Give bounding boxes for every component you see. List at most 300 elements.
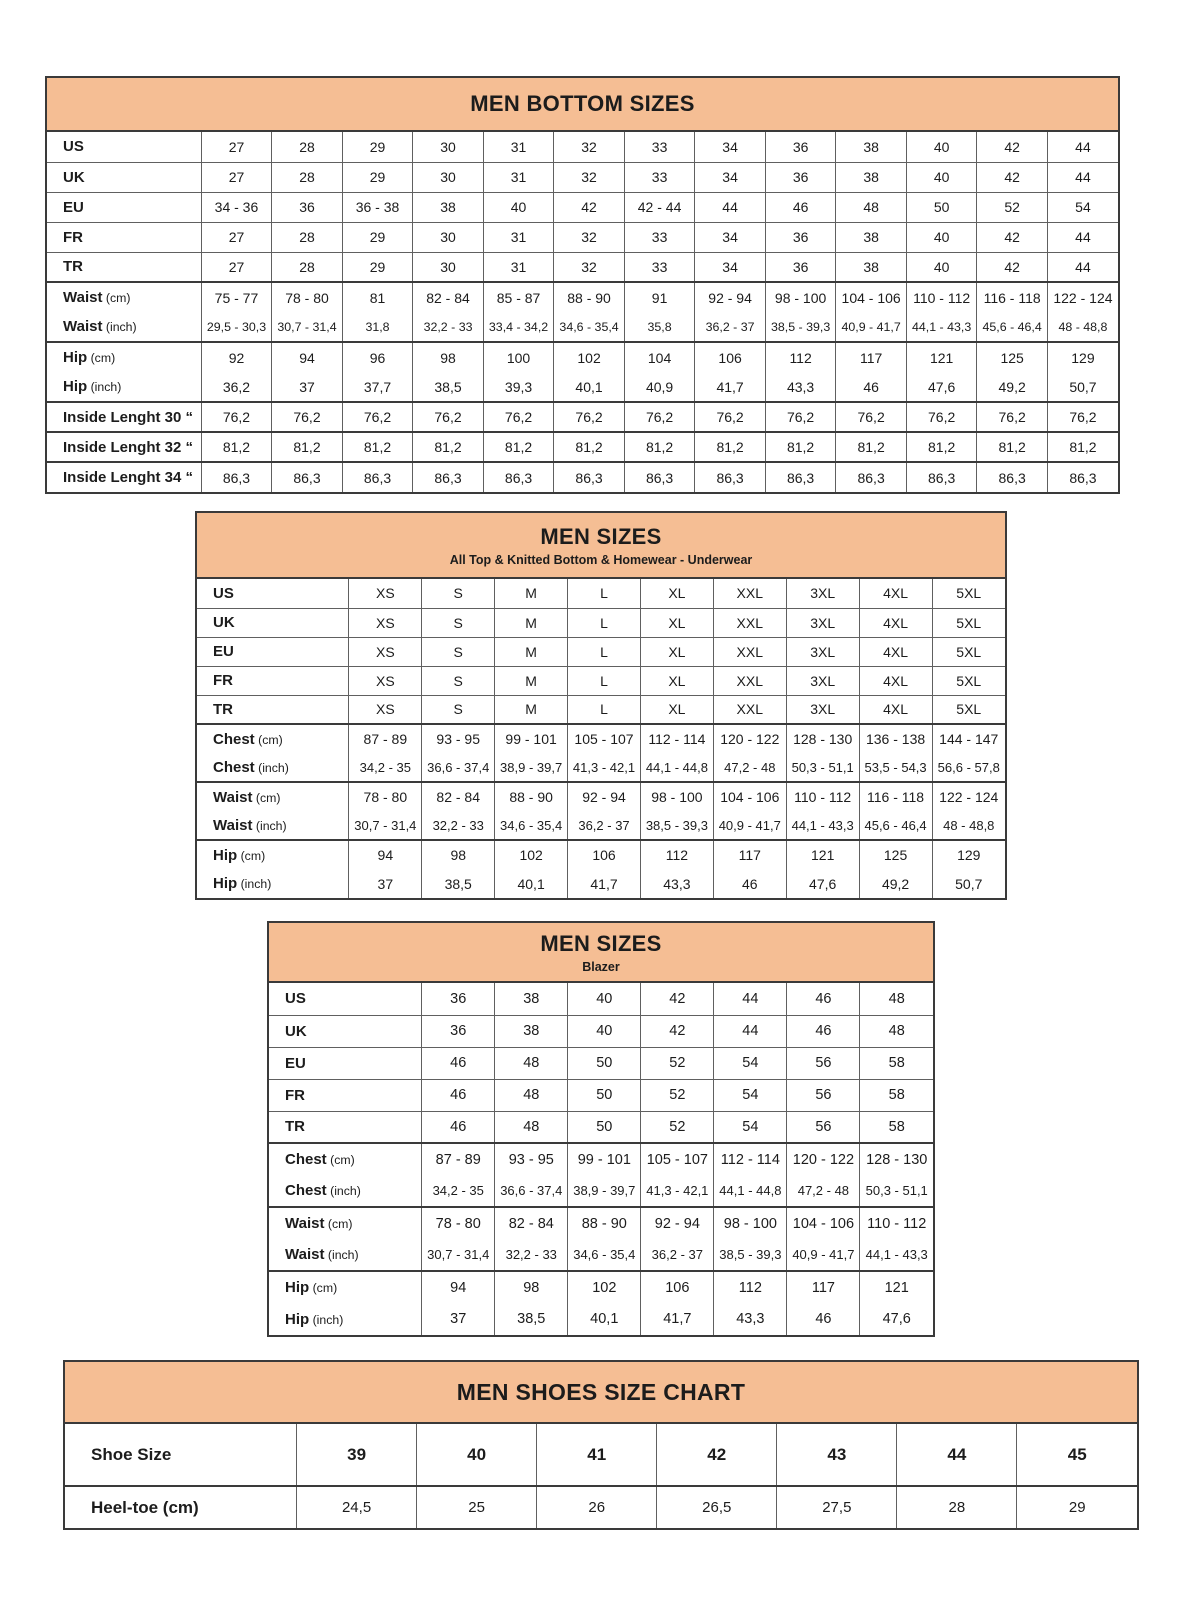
size-cell: XL [640, 637, 713, 666]
size-cell: 81 [342, 282, 413, 312]
size-cell: 121 [906, 342, 977, 372]
size-cell: 40 [568, 983, 641, 1015]
size-cell: 28 [272, 162, 343, 192]
size-cell: 40 [906, 162, 977, 192]
size-cell: 41,7 [568, 869, 641, 898]
size-cell: 5XL [932, 666, 1005, 695]
size-cell: 117 [836, 342, 907, 372]
table-row [47, 342, 1118, 372]
size-cell: 116 - 118 [859, 782, 932, 811]
size-cell: 44,1 - 43,3 [860, 1239, 933, 1271]
size-cell: 38 [836, 222, 907, 252]
size-cell: 43,3 [765, 372, 836, 402]
size-cell: 76,2 [342, 402, 413, 432]
size-cell: 58 [860, 1047, 933, 1079]
size-grid [197, 579, 1005, 898]
size-cell: 53,5 - 54,3 [859, 753, 932, 782]
size-cell: 86,3 [906, 462, 977, 492]
size-cell: L [568, 695, 641, 724]
size-cell: 37 [272, 372, 343, 402]
size-cell: 33 [624, 162, 695, 192]
size-cell: 76,2 [413, 402, 484, 432]
size-cell: 3XL [786, 608, 859, 637]
size-cell: 81,2 [1047, 432, 1118, 462]
size-cell: 44 [714, 1015, 787, 1047]
size-cell: 32 [554, 252, 625, 282]
size-cell: 76,2 [1047, 402, 1118, 432]
row-label: Inside Lenght 32 “ [47, 432, 201, 462]
size-cell: 110 - 112 [860, 1207, 933, 1239]
size-cell: 128 - 130 [860, 1143, 933, 1175]
size-cell: 40 [417, 1424, 537, 1486]
size-cell: 76,2 [836, 402, 907, 432]
size-cell: 78 - 80 [422, 1207, 495, 1239]
row-label: US [63, 138, 84, 156]
size-cell: M [495, 608, 568, 637]
size-cell: XS [349, 637, 422, 666]
size-cell: 46 [422, 1079, 495, 1111]
table-row [197, 840, 1005, 869]
size-cell: 128 - 130 [786, 724, 859, 753]
size-cell: 104 - 106 [713, 782, 786, 811]
size-cell: 4XL [859, 666, 932, 695]
size-cell: 56 [787, 1079, 860, 1111]
size-cell: 81,2 [836, 432, 907, 462]
table-row [47, 402, 1118, 432]
size-cell: 42 [657, 1424, 777, 1486]
row-label: Waist (inch) [285, 1246, 359, 1263]
size-cell: 38,5 - 39,3 [714, 1239, 787, 1271]
size-cell: 34,6 - 35,4 [495, 811, 568, 840]
size-cell: 76,2 [906, 402, 977, 432]
size-cell: S [422, 608, 495, 637]
size-cell: M [495, 637, 568, 666]
table-row [197, 608, 1005, 637]
size-cell: XS [349, 666, 422, 695]
row-label: UK [197, 608, 349, 637]
size-cell: 36 [272, 192, 343, 222]
size-cell: 36 - 38 [342, 192, 413, 222]
size-cell: M [495, 579, 568, 608]
table-row [269, 1303, 933, 1335]
size-cell: 29 [342, 132, 413, 162]
size-cell: 93 - 95 [495, 1143, 568, 1175]
size-cell: 47,2 - 48 [713, 753, 786, 782]
size-cell: 122 - 124 [932, 782, 1005, 811]
size-cell: 44 [695, 192, 766, 222]
size-cell: XS [349, 608, 422, 637]
size-cell: 41,3 - 42,1 [641, 1175, 714, 1207]
size-cell: 105 - 107 [641, 1143, 714, 1175]
row-label: FR [269, 1079, 422, 1111]
size-cell: 76,2 [554, 402, 625, 432]
size-cell: 40 [906, 252, 977, 282]
size-cell: 136 - 138 [859, 724, 932, 753]
size-cell: 42 [977, 222, 1048, 252]
size-cell: 94 [272, 342, 343, 372]
size-cell: 32,2 - 33 [495, 1239, 568, 1271]
size-cell: 34,2 - 35 [349, 753, 422, 782]
size-cell: 30,7 - 31,4 [349, 811, 422, 840]
size-cell: 5XL [932, 695, 1005, 724]
size-cell: 76,2 [624, 402, 695, 432]
size-cell: 42 [977, 132, 1048, 162]
size-cell: 46 [422, 1047, 495, 1079]
size-cell: 81,2 [413, 432, 484, 462]
table-row [47, 432, 1118, 462]
size-cell: 30,7 - 31,4 [422, 1239, 495, 1271]
size-cell: 38 [495, 1015, 568, 1047]
size-cell: 44,1 - 43,3 [906, 312, 977, 342]
size-cell: 32 [554, 162, 625, 192]
row-label: TR [197, 695, 349, 724]
size-cell: 28 [897, 1486, 1017, 1528]
size-cell: 42 [977, 162, 1048, 192]
size-cell: 5XL [932, 637, 1005, 666]
row-label: FR [197, 666, 349, 695]
size-cell: 81,2 [695, 432, 766, 462]
size-cell: 44 [714, 983, 787, 1015]
size-cell: 58 [860, 1111, 933, 1143]
size-cell: 112 [765, 342, 836, 372]
size-cell: 86,3 [977, 462, 1048, 492]
size-cell: L [568, 608, 641, 637]
size-cell: 121 [860, 1271, 933, 1303]
size-cell: 32 [554, 222, 625, 252]
table-men-sizes-blazer [267, 921, 935, 1337]
size-cell: 44 [1047, 252, 1118, 282]
size-cell: 48 [860, 1015, 933, 1047]
size-cell: 36,6 - 37,4 [495, 1175, 568, 1207]
size-cell: 96 [342, 342, 413, 372]
size-cell: 100 [483, 342, 554, 372]
size-cell: 48 [495, 1079, 568, 1111]
size-cell: 45,6 - 46,4 [977, 312, 1048, 342]
size-cell: 40,9 - 41,7 [787, 1239, 860, 1271]
size-cell: 81,2 [201, 432, 272, 462]
size-cell: 38,5 [413, 372, 484, 402]
size-cell: 44 [1047, 132, 1118, 162]
size-cell: 76,2 [977, 402, 1048, 432]
size-cell: 92 - 94 [641, 1207, 714, 1239]
row-label: Inside Lenght 34 “ [47, 462, 201, 492]
table-row [269, 1111, 933, 1143]
size-cell: 76,2 [765, 402, 836, 432]
size-cell: L [568, 637, 641, 666]
size-cell: 46 [765, 192, 836, 222]
size-cell: 98 [422, 840, 495, 869]
size-cell: 3XL [786, 637, 859, 666]
size-cell: 34,2 - 35 [422, 1175, 495, 1207]
table-row [47, 372, 1118, 402]
size-cell: 45 [1017, 1424, 1137, 1486]
size-cell: 56 [787, 1047, 860, 1079]
size-cell: 86,3 [1047, 462, 1118, 492]
size-cell: 40 [483, 192, 554, 222]
size-cell: 44,1 - 44,8 [714, 1175, 787, 1207]
size-cell: 38 [836, 252, 907, 282]
size-cell: 52 [641, 1079, 714, 1111]
size-cell: 3XL [786, 579, 859, 608]
size-cell: 29,5 - 30,3 [201, 312, 272, 342]
size-cell: 48 [495, 1111, 568, 1143]
size-cell: 41,7 [695, 372, 766, 402]
size-cell: 3XL [786, 666, 859, 695]
table-men-bottom-sizes [45, 76, 1120, 494]
size-cell: 81,2 [483, 432, 554, 462]
size-cell: L [568, 579, 641, 608]
size-cell: XXL [713, 579, 786, 608]
size-cell: 93 - 95 [422, 724, 495, 753]
size-cell: 110 - 112 [786, 782, 859, 811]
size-cell: 26 [537, 1486, 657, 1528]
size-cell: 52 [641, 1047, 714, 1079]
size-cell: 37 [349, 869, 422, 898]
size-grid [47, 132, 1118, 492]
size-cell: S [422, 579, 495, 608]
size-cell: 48 - 48,8 [932, 811, 1005, 840]
size-cell: 30 [413, 162, 484, 192]
size-cell: 46 [422, 1111, 495, 1143]
size-cell: S [422, 637, 495, 666]
size-cell: XL [640, 666, 713, 695]
size-cell: 27,5 [777, 1486, 897, 1528]
size-cell: 94 [422, 1271, 495, 1303]
size-cell: 112 [714, 1271, 787, 1303]
size-cell: 86,3 [272, 462, 343, 492]
size-cell: 88 - 90 [495, 782, 568, 811]
table-row [47, 192, 1118, 222]
size-cell: 50,3 - 51,1 [860, 1175, 933, 1207]
table-row [197, 695, 1005, 724]
size-cell: 86,3 [342, 462, 413, 492]
size-cell: 120 - 122 [787, 1143, 860, 1175]
size-cell: 33,4 - 34,2 [483, 312, 554, 342]
size-cell: 36 [422, 1015, 495, 1047]
size-cell: 99 - 101 [495, 724, 568, 753]
row-label: EU [197, 637, 349, 666]
table-row [197, 666, 1005, 695]
size-cell: 31 [483, 222, 554, 252]
size-cell: 122 - 124 [1047, 282, 1118, 312]
size-cell: 86,3 [413, 462, 484, 492]
size-cell: 25 [417, 1486, 537, 1528]
table-row [47, 162, 1118, 192]
size-cell: 38,9 - 39,7 [495, 753, 568, 782]
row-label: UK [269, 1015, 422, 1047]
size-cell: 81,2 [624, 432, 695, 462]
size-cell: 40 [906, 132, 977, 162]
size-cell: 38,5 [495, 1303, 568, 1335]
size-cell: 36,2 - 37 [641, 1239, 714, 1271]
size-cell: 86,3 [836, 462, 907, 492]
size-cell: 45,6 - 46,4 [859, 811, 932, 840]
size-cell: 44,1 - 43,3 [786, 811, 859, 840]
size-cell: 38,5 - 39,3 [640, 811, 713, 840]
size-cell: 102 [495, 840, 568, 869]
row-label: Waist (inch) [213, 816, 287, 834]
size-cell: 31 [483, 132, 554, 162]
size-cell: 36,2 [201, 372, 272, 402]
size-cell: 98 - 100 [714, 1207, 787, 1239]
table-title: MEN SIZES [540, 930, 662, 956]
size-cell: 52 [641, 1111, 714, 1143]
table-title-band [65, 1362, 1137, 1424]
size-cell: 98 [495, 1271, 568, 1303]
row-label: Chest (inch) [213, 758, 289, 776]
table-row [269, 1143, 933, 1175]
size-cell: 28 [272, 252, 343, 282]
table-row [47, 312, 1118, 342]
size-cell: 86,3 [624, 462, 695, 492]
row-label: Waist (cm) [269, 1207, 422, 1239]
size-cell: 75 - 77 [201, 282, 272, 312]
row-label: Hip (cm) [197, 840, 349, 869]
size-cell: XL [640, 579, 713, 608]
size-cell: 98 - 100 [765, 282, 836, 312]
size-cell: 112 - 114 [640, 724, 713, 753]
size-cell: 40,1 [495, 869, 568, 898]
table-row [269, 1047, 933, 1079]
size-cell: 39,3 [483, 372, 554, 402]
table-row [197, 637, 1005, 666]
size-cell: 86,3 [483, 462, 554, 492]
size-cell: 38 [836, 132, 907, 162]
size-cell: 94 [349, 840, 422, 869]
row-label: FR [47, 222, 201, 252]
size-cell: 33 [624, 252, 695, 282]
size-cell: 39 [297, 1424, 417, 1486]
size-cell: 32 [554, 132, 625, 162]
size-cell: 125 [859, 840, 932, 869]
size-cell: 46 [787, 1303, 860, 1335]
row-label: Heel-toe (cm) [65, 1486, 297, 1528]
size-cell: 31,8 [342, 312, 413, 342]
size-cell: 54 [714, 1079, 787, 1111]
table-row [269, 1207, 933, 1239]
size-cell: 76,2 [483, 402, 554, 432]
size-cell: 38 [836, 162, 907, 192]
row-label: Inside Lenght 30 “ [47, 402, 201, 432]
size-cell: 37,7 [342, 372, 413, 402]
size-cell: 81,2 [342, 432, 413, 462]
size-cell: 106 [641, 1271, 714, 1303]
size-cell: 36,2 - 37 [568, 811, 641, 840]
size-cell: 50 [568, 1047, 641, 1079]
table-title: MEN SHOES SIZE CHART [456, 1378, 746, 1405]
size-cell: 112 - 114 [714, 1143, 787, 1175]
size-cell: 42 [641, 983, 714, 1015]
size-cell: 85 - 87 [483, 282, 554, 312]
size-cell: XS [349, 695, 422, 724]
table-title-band [47, 78, 1118, 132]
table-row [47, 462, 1118, 492]
size-cell: 86,3 [554, 462, 625, 492]
size-cell: 54 [714, 1047, 787, 1079]
size-cell: 49,2 [977, 372, 1048, 402]
size-cell: 37 [422, 1303, 495, 1335]
size-cell: 34 [695, 222, 766, 252]
size-cell: 29 [1017, 1486, 1137, 1528]
size-cell: 30 [413, 132, 484, 162]
size-cell: 31 [483, 252, 554, 282]
table-row [197, 782, 1005, 811]
size-cell: 48 [860, 983, 933, 1015]
size-cell: 102 [554, 342, 625, 372]
size-cell: 98 [413, 342, 484, 372]
size-cell: 104 [624, 342, 695, 372]
row-label: Hip (cm) [47, 342, 201, 372]
size-cell: 50 [906, 192, 977, 222]
size-cell: 98 - 100 [640, 782, 713, 811]
size-cell: XL [640, 695, 713, 724]
table-row [269, 1239, 933, 1271]
size-cell: 36 [422, 983, 495, 1015]
table-row [197, 579, 1005, 608]
size-cell: 42 [977, 252, 1048, 282]
size-cell: 92 - 94 [568, 782, 641, 811]
size-cell: 42 - 44 [624, 192, 695, 222]
table-row [269, 1079, 933, 1111]
size-cell: 104 - 106 [836, 282, 907, 312]
size-cell: XS [349, 579, 422, 608]
size-cell: 129 [932, 840, 1005, 869]
table-men-shoes-size-chart [63, 1360, 1139, 1530]
size-cell: 81,2 [272, 432, 343, 462]
size-grid [65, 1424, 1137, 1528]
size-cell: 34,6 - 35,4 [554, 312, 625, 342]
row-label: UK [47, 162, 201, 192]
table-row [47, 222, 1118, 252]
size-cell: 35,8 [624, 312, 695, 342]
size-cell: 82 - 84 [422, 782, 495, 811]
table-row [197, 753, 1005, 782]
size-cell: 40 [906, 222, 977, 252]
size-cell: S [422, 666, 495, 695]
table-title-band [197, 513, 1005, 579]
size-cell: 47,2 - 48 [787, 1175, 860, 1207]
size-cell: 48 - 48,8 [1047, 312, 1118, 342]
size-cell: 56,6 - 57,8 [932, 753, 1005, 782]
size-cell: 52 [977, 192, 1048, 222]
table-row [197, 811, 1005, 840]
size-cell: 50 [568, 1079, 641, 1111]
table-title: MEN SIZES [540, 523, 662, 549]
size-cell: 81,2 [906, 432, 977, 462]
row-label: TR [47, 252, 201, 282]
size-cell: 44 [1047, 222, 1118, 252]
size-cell: 54 [1047, 192, 1118, 222]
row-label: EU [47, 192, 201, 222]
size-cell: 4XL [859, 579, 932, 608]
size-cell: 104 - 106 [787, 1207, 860, 1239]
size-cell: 86,3 [765, 462, 836, 492]
size-cell: 34 [695, 252, 766, 282]
size-cell: 38,9 - 39,7 [568, 1175, 641, 1207]
size-cell: 38 [495, 983, 568, 1015]
size-cell: 49,2 [859, 869, 932, 898]
size-cell: 40,9 - 41,7 [836, 312, 907, 342]
size-cell: 32,2 - 33 [413, 312, 484, 342]
row-label: Waist (inch) [63, 318, 137, 335]
row-label: Chest (cm) [269, 1143, 422, 1175]
size-cell: 92 [201, 342, 272, 372]
size-cell: 41,3 - 42,1 [568, 753, 641, 782]
size-cell: 40,1 [554, 372, 625, 402]
size-cell: 43,3 [640, 869, 713, 898]
size-cell: 4XL [859, 637, 932, 666]
size-cell: 34 - 36 [201, 192, 272, 222]
